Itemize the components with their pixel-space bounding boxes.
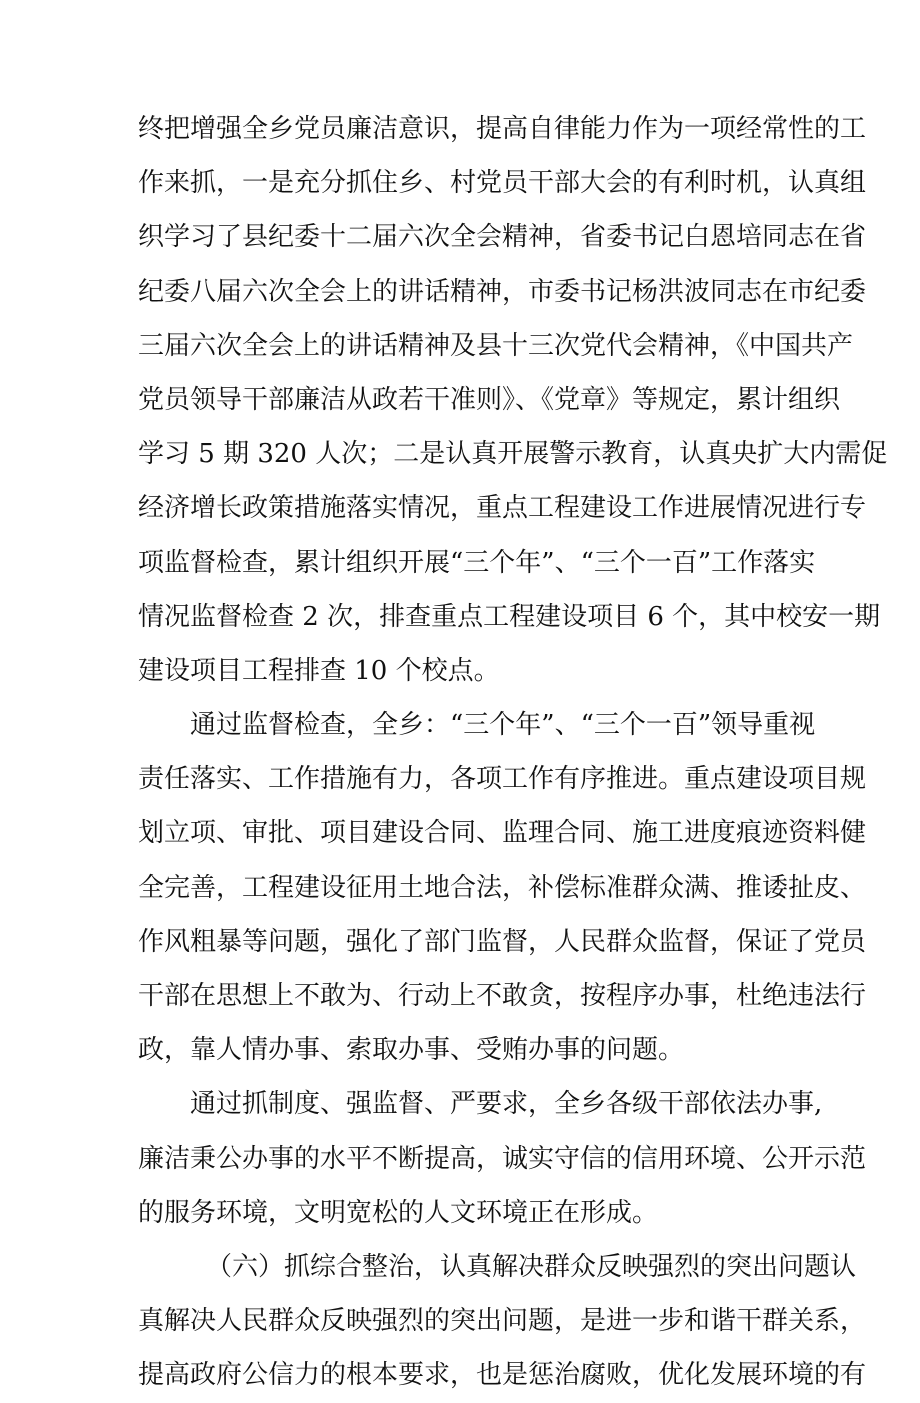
- text-line: 干部在思想上不敢为、行动上不敢贪，按程序办事，杜绝违法行: [138, 981, 867, 1011]
- text-line: 纪委八届六次全会上的讲话精神，市委书记杨洪波同志在市纪委: [138, 276, 867, 307]
- text-line: 全完善，工程建设征用土地合法，补偿标准群众满、推诿扯皮、: [138, 872, 867, 903]
- text-line: 党员领导干部廉洁从政若干准则》、《党章》等规定，累计组织: [138, 384, 841, 415]
- text-line: 三届六次全会上的讲话精神及县十三次党代会精神，《中国共产: [138, 330, 854, 361]
- text-line: 政，靠人情办事、索取办事、受贿办事的问题。: [138, 1035, 685, 1066]
- text-line: 划立项、审批、项目建设合同、监理合同、施工进度痕迹资料健: [138, 818, 867, 849]
- text-line: 的服务环境，文明宽松的人文环境正在形成。: [138, 1197, 659, 1228]
- text-line: （六）抓综合整治，认真解决群众反映强烈的突出问题认: [206, 1251, 857, 1282]
- text-line: 学习 5 期 320 人次；二是认真开展警示教育，认真央扩大内需促: [138, 439, 888, 470]
- text-line: 织学习了县纪委十二届六次全会精神，省委书记白恩培同志在省: [138, 222, 867, 253]
- text-line: 真解决人民群众反映强烈的突出问题，是进一步和谐干群关系，: [138, 1306, 867, 1337]
- text-line: 终把增强全乡党员廉洁意识，提高自律能力作为一项经常性的工: [138, 114, 867, 144]
- text-line: 项监督检查，累计组织开展“三个年”、“三个一百”工作落实: [138, 547, 816, 578]
- text-line: 经济增长政策措施落实情况，重点工程建设工作进展情况进行专: [138, 493, 867, 524]
- document-page: [138, 102, 888, 1403]
- text-line: 廉洁秉公办事的水平不断提高，诚实守信的信用环境、公开示范: [138, 1143, 867, 1174]
- text-line: 通过抓制度、强监督、严要求，全乡各级干部依法办事,: [190, 1089, 823, 1120]
- text-line: 通过监督检查，全乡：“三个年”、“三个一百”领导重视: [190, 710, 816, 741]
- text-line: 作来抓，一是充分抓住乡、村党员干部大会的有利时机，认真组: [138, 168, 867, 199]
- text-line: 提高政府公信力的根本要求，也是惩治腐败，优化发展环境的有: [138, 1360, 867, 1391]
- text-line: 责任落实、工作措施有力，各项工作有序推进。重点建设项目规: [138, 764, 867, 795]
- text-line: 作风粗暴等问题，强化了部门监督，人民群众监督，保证了党员: [138, 926, 867, 957]
- text-line: 情况监督检查 2 次，排查重点工程建设项目 6 个，其中校安一期: [138, 601, 881, 632]
- text-line: 建设项目工程排查 10 个校点。: [138, 655, 500, 686]
